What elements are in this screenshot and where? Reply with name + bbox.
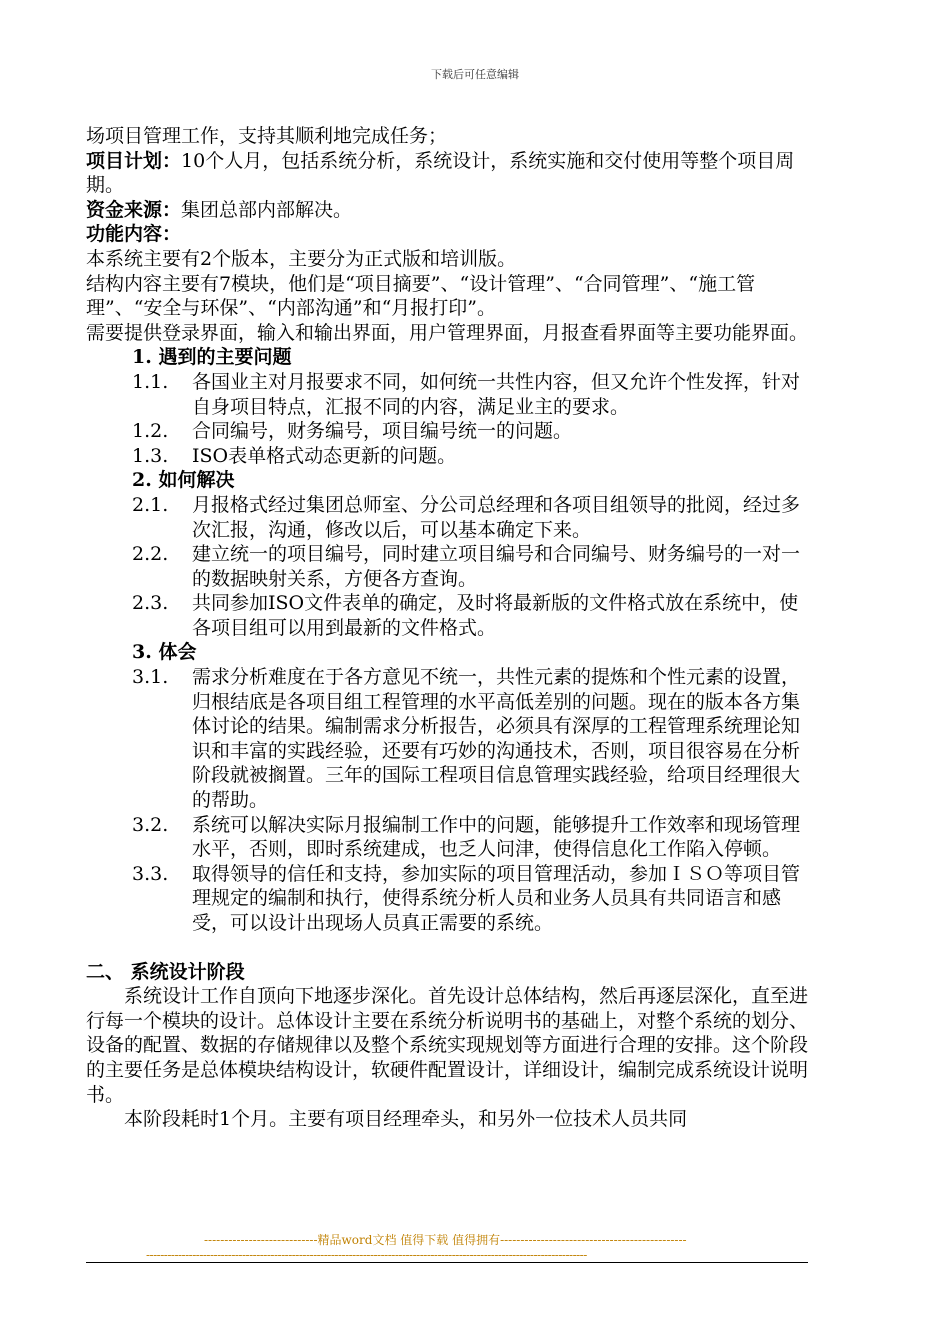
footer-line: ---------------------------------------------------------------------------------------------------------------------------- xyxy=(146,1248,587,1262)
list-item xyxy=(132,542,808,591)
list-item xyxy=(132,665,808,813)
section-experience xyxy=(86,640,808,935)
list-item xyxy=(132,862,808,936)
list-item xyxy=(132,419,808,444)
item-number: 2.2. xyxy=(132,543,169,566)
list-item xyxy=(132,591,808,640)
item-number: 3.3. xyxy=(132,862,169,885)
item-number: 1.2. xyxy=(132,420,169,443)
item-number: 2.1. xyxy=(132,493,169,516)
project-plan xyxy=(86,149,808,198)
section-heading: 1. 遇到的主要问题 xyxy=(132,346,292,369)
item-number: 3.1. xyxy=(132,666,169,689)
page-header: 下载后可任意编辑 xyxy=(431,68,519,81)
list-item xyxy=(132,444,808,469)
design-heading: 二、 系统设计阶段 xyxy=(86,960,245,983)
fund-text: 集团总部内部解决。 xyxy=(181,198,353,221)
document-body xyxy=(86,124,808,1132)
footer-rule xyxy=(86,1262,808,1263)
item-number: 3.2. xyxy=(132,813,169,836)
item-text: 合同编号，财务编号，项目编号统一的问题。 xyxy=(192,420,573,443)
item-text: 各国业主对月报要求不同，如何统一共性内容，但又允许个性发挥，针对自身项目特点，汇报不同的内容，满足业主的要求。 xyxy=(192,370,801,418)
section-heading: 2. 如何解决 xyxy=(132,469,235,492)
plan-text: 10个人月，包括系统分析，系统设计，系统实施和交付使用等整个项目周期。 xyxy=(86,149,795,197)
function-paragraph: 需要提供登录界面，输入和输出界面，用户管理界面，月报查看界面等主要功能界面。 xyxy=(86,321,809,344)
list-item xyxy=(132,370,808,419)
item-text: 共同参加ISO文件表单的确定，及时将最新版的文件格式放在系统中，使各项目组可以用到最新的文件格式。 xyxy=(192,592,799,639)
section-heading: 3. 体会 xyxy=(132,641,197,664)
list-item xyxy=(132,493,808,542)
design-paragraph: 本阶段耗时1个月。主要有项目经理牵头，和另外一位技术人员共同 xyxy=(124,1108,688,1131)
function-paragraph: 结构内容主要有7模块，他们是“项目摘要”、“设计管理”、“合同管理”、“施工管理”、“安全与环保”、“内部沟通”和“月报打印”。 xyxy=(86,272,756,320)
item-text: 需求分析难度在于各方意见不统一，共性元素的提炼和个性元素的设置，归根结底是各项目组工程管理的水平高低差别的问题。现在的版本各方集体讨论的结果。编制需求分析报告，必须具有深厚的工程管理系统理论知识和丰富的实践经验，还要有巧妙的沟通技术，否则，项目很容易在分析阶段就被搁置。三年的国际工程项目信息管理实践经验，给项目经理很大的帮助。 xyxy=(192,666,801,812)
item-text: ISO表单格式动态更新的问题。 xyxy=(192,444,457,467)
section-problems xyxy=(86,345,808,468)
fund-label: 资金来源： xyxy=(86,198,182,221)
footer-line: ----------------------------精品word文档 值得下载 值得拥有---------------------------------------------- xyxy=(204,1233,687,1247)
funding-source xyxy=(86,198,808,223)
design-paragraph: 系统设计工作自顶向下地逐步深化。首先设计总体结构，然后再逐层深化，直至进行每一个模块的设计。总体设计主要在系统分析说明书的基础上，对整个系统的划分、设备的配置、数据的存储规律以及整个系统实现规划等方面进行合理的安排。这个阶段的主要任务是总体模块结构设计，软硬件配置设计，详细设计，编制完成系统设计说明书。 xyxy=(86,985,809,1106)
item-number: 2.3. xyxy=(132,592,169,615)
section-solutions xyxy=(86,468,808,640)
item-text: 系统可以解决实际月报编制工作中的问题，能够提升工作效率和现场管理水平，否则，即时系统建成，也乏人问津，使得信息化工作陷入停顿。 xyxy=(192,813,801,861)
function-paragraph: 本系统主要有2个版本，主要分为正式版和培训版。 xyxy=(86,247,517,270)
intro-line: 场项目管理工作，支持其顺利地完成任务； xyxy=(86,125,448,147)
item-number: 1.3. xyxy=(132,444,169,467)
list-item xyxy=(132,813,808,862)
item-text: 月报格式经过集团总师室、分公司总经理和各项目组领导的批阅，经过多次汇报，沟通，修改以后，可以基本确定下来。 xyxy=(192,493,801,541)
item-text: 取得领导的信任和支持，参加实际的项目管理活动，参加ＩＳＯ等项目管理规定的编制和执行，使得系统分析人员和业务人员具有共同语言和感受，可以设计出现场人员真正需要的系统。 xyxy=(192,862,801,934)
function-label: 功能内容： xyxy=(86,223,182,246)
item-text: 建立统一的项目编号，同时建立项目编号和合同编号、财务编号的一对一的数据映射关系，方便各方查询。 xyxy=(192,543,801,590)
section-spacer xyxy=(86,936,808,960)
plan-label: 项目计划： xyxy=(86,149,182,172)
item-number: 1.1. xyxy=(132,370,169,393)
